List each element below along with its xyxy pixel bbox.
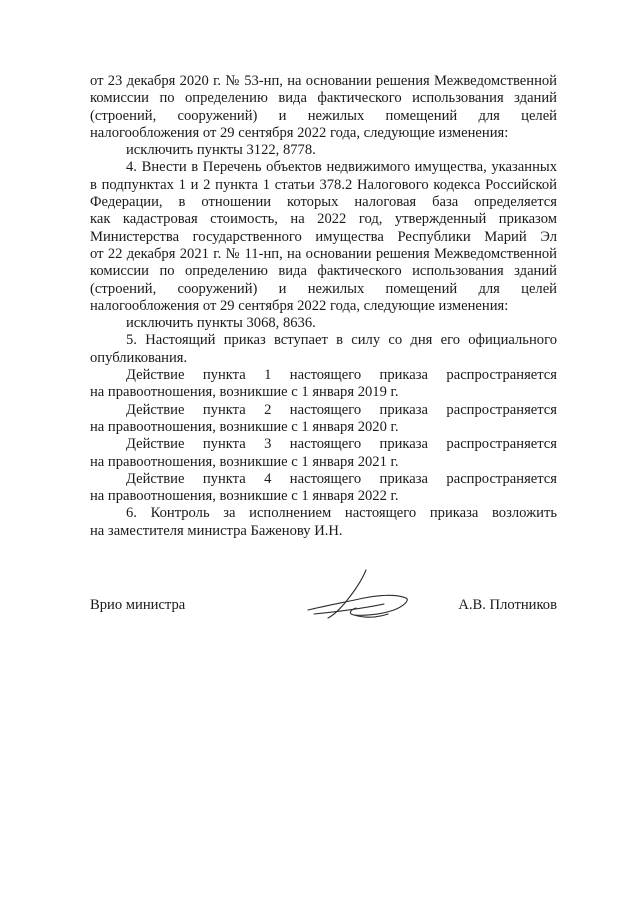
text-line: комиссии по определению вида фактического использования зданий [90, 90, 557, 107]
handwritten-signature [304, 568, 414, 624]
text-line: исключить пункты 3122, 8778. [126, 142, 316, 159]
text-line: на заместителя министра Баженову И.Н. [90, 522, 343, 539]
text-line: на правоотношения, возникшие с 1 января 2021 г. [90, 453, 399, 470]
text-line: Действие пункта 2 настоящего приказа распространяется [126, 401, 557, 418]
text-line: Федерации, в отношении которых налоговая база определяется [90, 194, 557, 211]
signatory-name: А.В. Плотников [458, 597, 557, 613]
text-line: 6. Контроль за исполнением настоящего приказа возложить [126, 505, 557, 522]
text-line: Действие пункта 1 настоящего приказа распространяется [126, 367, 557, 384]
text-line: налогообложения от 29 сентября 2022 года, следующие изменения: [90, 124, 509, 141]
text-line: 5. Настоящий приказ вступает в силу со дня его официального [126, 332, 557, 349]
document-body [90, 73, 557, 540]
text-line: как кадастровая стоимость, на 2022 год, утвержденный приказом [90, 211, 557, 228]
text-line: на правоотношения, возникшие с 1 января 2022 г. [90, 488, 399, 505]
text-line: в подпунктах 1 и 2 пункта 1 статьи 378.2 Налогового кодекса Российской [90, 176, 557, 193]
text-line: на правоотношения, возникшие с 1 января 2019 г. [90, 384, 399, 401]
text-line: опубликования. [90, 349, 188, 366]
text-line: от 22 декабря 2021 г. № 11-нп, на основании решения Межведомственной [90, 245, 557, 262]
text-line: Действие пункта 4 настоящего приказа распространяется [126, 470, 557, 487]
text-line: исключить пункты 3068, 8636. [126, 315, 316, 332]
text-line: 4. Внести в Перечень объектов недвижимого имущества, указанных [126, 159, 557, 176]
text-line: комиссии по определению вида фактического использования зданий [90, 263, 557, 280]
text-line: Действие пункта 3 настоящего приказа распространяется [126, 436, 557, 453]
text-line: налогообложения от 29 сентября 2022 года, следующие изменения: [90, 297, 509, 314]
text-line: от 23 декабря 2020 г. № 53-нп, на основании решения Межведомственной [90, 73, 557, 89]
text-line: (строений, сооружений) и нежилых помещений для целей [90, 107, 557, 124]
text-line: Министерства государственного имущества Республики Марий Эл [90, 228, 557, 245]
text-line: на правоотношения, возникшие с 1 января 2020 г. [90, 418, 399, 435]
signatory-position: Врио министра [90, 597, 186, 613]
text-line: (строений, сооружений) и нежилых помещений для целей [90, 280, 557, 297]
